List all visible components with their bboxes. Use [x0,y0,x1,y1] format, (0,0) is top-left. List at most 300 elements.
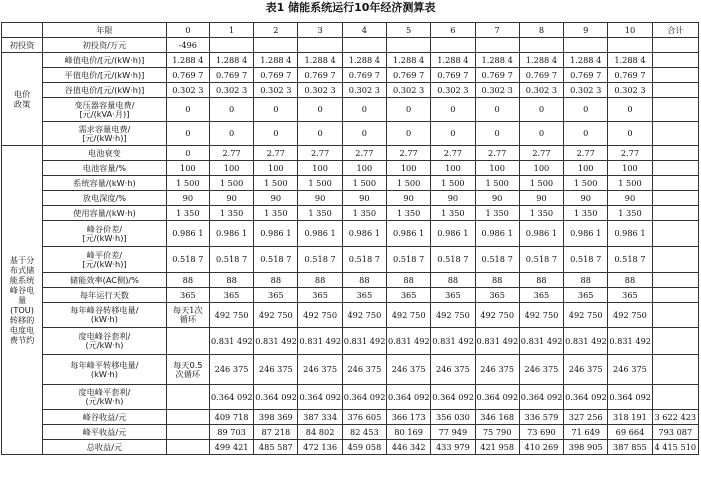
value-cell: 0.831 492 [254,328,298,355]
table-row [2,273,699,288]
value-cell: 0.986 1 [564,221,608,247]
cell-text-line: 系统容量/(kW·h) [73,177,136,188]
cell-text-line: 每年运行天数 [79,289,129,300]
row-label [43,161,167,176]
value-cell [298,38,342,53]
row-label [43,355,167,385]
cell-text-line: [元/(kVA·月)] [79,108,130,119]
value-cell: 88 [519,273,563,288]
row-label [43,68,167,83]
value-cell: 318 191 [608,410,652,425]
value-cell: 365 [298,288,342,303]
cell-text-line: 峰平收益/元 [82,426,127,437]
value-cell: 0.302 3 [387,83,431,98]
table-row [2,68,699,83]
value-cell [342,38,386,53]
table-row [2,247,699,273]
value-cell: 0 [254,98,298,122]
row-label [43,328,167,355]
value-cell: 346 168 [475,410,519,425]
value-cell: 90 [475,191,519,206]
cell-text-line: 能系统 [9,275,35,285]
value-cell [475,38,519,53]
value-cell: 69 664 [608,425,652,440]
value-cell: 1 500 [387,176,431,191]
value-cell: 0.364 092 [254,385,298,410]
value-cell: 387 855 [608,440,652,455]
value-cell: 0.986 1 [254,221,298,247]
value-cell: 80 169 [387,425,431,440]
year0-cell: 365 [166,288,209,303]
cell-text-line: 谷值电价/[元/(kW·h)] [64,84,145,95]
table-row [2,410,699,425]
value-cell: 327 256 [564,410,608,425]
total-cell [652,247,698,273]
value-cell: 0.769 7 [564,68,608,83]
value-cell: 1 500 [608,176,652,191]
value-cell: 0.769 7 [298,68,342,83]
cell-text-line: 电价 [13,89,31,99]
year0-cell: 1.288 4 [166,53,209,68]
cell-text-line: 总收益/元 [86,441,123,452]
value-cell: 0.518 7 [564,247,608,273]
header-year: 2 [254,23,298,38]
value-cell: 0 [254,122,298,146]
cell-text-line: 费节约 [9,335,35,345]
year0-cell [166,355,209,385]
year0-cell [166,303,209,328]
value-cell: 1 500 [209,176,253,191]
value-cell: 0 [431,122,475,146]
total-cell [652,98,698,122]
value-cell: 1.288 4 [209,53,253,68]
value-cell: 0.831 492 [342,328,386,355]
value-cell: 410 269 [519,440,563,455]
value-cell: 88 [342,273,386,288]
value-cell: 433 979 [431,440,475,455]
group-tou-savings [2,146,43,455]
value-cell [387,38,431,53]
value-cell: 0 [608,98,652,122]
row-label [43,221,167,247]
value-cell: 1 350 [298,206,342,221]
cell-text-line: [元/(kW·h)] [82,132,127,143]
table-row [2,53,699,68]
value-cell: 0.518 7 [209,247,253,273]
value-cell: 73 690 [519,425,563,440]
value-cell: 0.364 092 [608,385,652,410]
year0-cell: 90 [166,191,209,206]
row-label [43,303,167,328]
header-year: 0 [166,23,209,38]
value-cell: 1.288 4 [475,53,519,68]
value-cell: 0 [519,122,563,146]
row-label [43,425,167,440]
value-cell: 77 949 [431,425,475,440]
total-cell [652,176,698,191]
year0-cell: 0 [166,146,209,161]
value-cell: 2.77 [519,146,563,161]
cell-text-line: (元/kW·h) [85,340,124,350]
value-cell: 0 [387,98,431,122]
value-cell: 1 500 [475,176,519,191]
table-row [2,176,699,191]
value-cell: 1.288 4 [564,53,608,68]
cell-text-line: 平值电价/[元/(kW·h)] [64,69,145,80]
value-cell: 0.986 1 [475,221,519,247]
value-cell: 0.986 1 [342,221,386,247]
value-cell: 90 [564,191,608,206]
value-cell [209,38,253,53]
value-cell: 1.288 4 [298,53,342,68]
value-cell: 0.518 7 [431,247,475,273]
header-year: 6 [431,23,475,38]
value-cell: 398 369 [254,410,298,425]
value-cell: 0.986 1 [519,221,563,247]
value-cell: 90 [209,191,253,206]
year0-cell: 0.518 7 [166,247,209,273]
total-cell [652,146,698,161]
value-cell: 0.302 3 [564,83,608,98]
year0-cell [166,410,209,425]
value-cell: 246 375 [387,355,431,385]
value-cell: 100 [431,161,475,176]
value-cell: 75 790 [475,425,519,440]
row-label [43,38,167,53]
cell-text-line: 转移的 [9,315,35,325]
cell-text-line: 峰谷价差/ [86,223,123,234]
row-label [43,385,167,410]
header-row [2,23,699,38]
cell-text-line: 初投资/万元 [82,39,127,50]
cell-text-line: 峰值电价/[元/(kW·h)] [64,54,145,65]
table-row [2,425,699,440]
value-cell: 1.288 4 [608,53,652,68]
value-cell: 1 350 [564,206,608,221]
value-cell: 1 500 [519,176,563,191]
cell-text-line: 次循环 [175,368,201,379]
cell-text-line: 度电峰平套利/ [78,387,131,397]
value-cell: 1 350 [431,206,475,221]
year0-cell: 1 500 [166,176,209,191]
value-cell: 492 750 [298,303,342,328]
total-cell [652,273,698,288]
header-year: 8 [519,23,563,38]
value-cell: 365 [564,288,608,303]
table-row [2,355,699,385]
value-cell: 2.77 [298,146,342,161]
cell-text-line: 变压器容量电费/ [74,99,135,110]
value-cell: 0 [342,98,386,122]
total-cell [652,68,698,83]
value-cell: 2.77 [387,146,431,161]
cell-text-line: 布式储 [9,265,35,275]
value-cell: 100 [387,161,431,176]
cell-text-line: 度电峰谷套利/ [78,331,131,341]
value-cell: 1 350 [209,206,253,221]
year0-cell: 0 [166,122,209,146]
year0-cell [166,440,209,455]
value-cell [431,38,475,53]
total-cell: 793 087 [652,425,698,440]
cell-text-line: 峰谷电 [9,285,35,295]
value-cell: 100 [608,161,652,176]
value-cell: 356 030 [431,410,475,425]
value-cell: 492 750 [475,303,519,328]
value-cell: 365 [254,288,298,303]
value-cell: 246 375 [254,355,298,385]
total-cell [652,83,698,98]
value-cell: 365 [387,288,431,303]
value-cell: 1.288 4 [431,53,475,68]
value-cell: 88 [608,273,652,288]
value-cell: 1.288 4 [519,53,563,68]
value-cell: 90 [431,191,475,206]
value-cell: 90 [519,191,563,206]
table-row [2,38,699,53]
value-cell: 88 [387,273,431,288]
year0-cell: 0.302 3 [166,83,209,98]
table-row [2,161,699,176]
value-cell: 0 [564,98,608,122]
value-cell: 0.831 492 [564,328,608,355]
value-cell: 100 [298,161,342,176]
value-cell: 0.831 492 [475,328,519,355]
value-cell [608,38,652,53]
cell-text-line: 量 [17,295,27,305]
year0-cell: 1 350 [166,206,209,221]
cell-text-line: 峰平价差/ [86,249,123,260]
value-cell: 365 [209,288,253,303]
value-cell: 100 [475,161,519,176]
cell-text-line: [元/(kW·h)] [82,258,127,269]
row-label [43,53,167,68]
header-year-label: 年限 [43,23,167,38]
row-label [43,247,167,273]
value-cell: 1 500 [431,176,475,191]
value-cell: 0.518 7 [608,247,652,273]
value-cell [564,38,608,53]
value-cell: 365 [519,288,563,303]
value-cell: 2.77 [475,146,519,161]
value-cell: 246 375 [298,355,342,385]
value-cell: 90 [387,191,431,206]
total-cell [652,385,698,410]
year0-cell: -496 [166,38,209,53]
value-cell: 2.77 [209,146,253,161]
value-cell: 0.518 7 [519,247,563,273]
value-cell: 0.518 7 [298,247,342,273]
year0-cell: 0.769 7 [166,68,209,83]
value-cell: 1 500 [564,176,608,191]
row-label [43,146,167,161]
row-label [43,288,167,303]
value-cell: 87 218 [254,425,298,440]
value-cell: 376 605 [342,410,386,425]
value-cell: 0.518 7 [387,247,431,273]
row-label [43,122,167,146]
value-cell: 0.302 3 [608,83,652,98]
value-cell: 0 [209,122,253,146]
value-cell: 246 375 [209,355,253,385]
value-cell: 90 [342,191,386,206]
year0-cell: 100 [166,161,209,176]
table-row [2,328,699,355]
cell-text-line: 循环 [179,314,197,324]
value-cell: 2.77 [254,146,298,161]
value-cell: 0.769 7 [209,68,253,83]
value-cell: 2.77 [564,146,608,161]
row-label [43,191,167,206]
cell-text-line: (kW·h) [90,368,118,379]
value-cell: 0 [298,98,342,122]
value-cell: 365 [475,288,519,303]
value-cell: 365 [342,288,386,303]
value-cell: 472 136 [298,440,342,455]
value-cell: 0.302 3 [342,83,386,98]
value-cell: 398 905 [564,440,608,455]
value-cell: 0.986 1 [209,221,253,247]
value-cell: 0 [475,98,519,122]
value-cell: 0.986 1 [298,221,342,247]
table-row [2,83,699,98]
table-row [2,191,699,206]
value-cell: 1 500 [254,176,298,191]
corner-cell [2,23,43,38]
cell-text-line: 电池容量/% [82,162,127,173]
value-cell: 246 375 [519,355,563,385]
value-cell: 0.302 3 [298,83,342,98]
value-cell: 246 375 [431,355,475,385]
year0-cell: 88 [166,273,209,288]
total-cell [652,328,698,355]
value-cell: 84 802 [298,425,342,440]
header-year: 3 [298,23,342,38]
value-cell: 1 350 [254,206,298,221]
value-cell: 100 [564,161,608,176]
value-cell: 0.302 3 [519,83,563,98]
cell-text-line: 需求容量电费/ [78,123,131,134]
row-label [43,83,167,98]
value-cell: 0 [519,98,563,122]
value-cell: 0.831 492 [608,328,652,355]
value-cell: 1 500 [342,176,386,191]
row-label [43,176,167,191]
row-label [43,440,167,455]
value-cell: 0.769 7 [431,68,475,83]
value-cell: 0 [608,122,652,146]
value-cell: 492 750 [342,303,386,328]
value-cell: 0.302 3 [431,83,475,98]
value-cell: 0.364 092 [564,385,608,410]
value-cell: 0.986 1 [608,221,652,247]
value-cell: 1 350 [608,206,652,221]
value-cell: 100 [209,161,253,176]
value-cell: 0.769 7 [608,68,652,83]
cell-text-line: 每天1次 [172,305,203,315]
group-initial-investment: 初投资 [2,38,43,53]
value-cell: 246 375 [564,355,608,385]
table-title: 表1 储能系统运行10年经济测算表 [265,1,436,14]
value-cell: 409 718 [209,410,253,425]
value-cell [519,38,563,53]
value-cell: 88 [254,273,298,288]
header-total: 合计 [652,23,698,38]
value-cell: 82 453 [342,425,386,440]
value-cell: 88 [298,273,342,288]
value-cell: 100 [254,161,298,176]
value-cell: 492 750 [387,303,431,328]
total-cell [652,53,698,68]
header-year: 1 [209,23,253,38]
value-cell: 90 [608,191,652,206]
table-row [2,221,699,247]
value-cell: 0.831 492 [387,328,431,355]
value-cell: 88 [564,273,608,288]
value-cell: 0.986 1 [387,221,431,247]
cell-text-line: 储能效率(AC侧)/% [69,274,139,285]
value-cell: 88 [431,273,475,288]
value-cell: 1 350 [475,206,519,221]
value-cell: 492 750 [519,303,563,328]
year0-cell: 0.986 1 [166,221,209,247]
group-price-policy [2,53,43,146]
value-cell: 0.769 7 [254,68,298,83]
value-cell: 0 [298,122,342,146]
value-cell: 0.769 7 [387,68,431,83]
value-cell: 0.518 7 [254,247,298,273]
value-cell: 0.364 092 [342,385,386,410]
cell-text-line: [元/(kW·h)] [82,232,127,243]
table-row [2,122,699,146]
value-cell: 492 750 [564,303,608,328]
value-cell: 0.364 092 [431,385,475,410]
value-cell: 246 375 [342,355,386,385]
value-cell: 365 [608,288,652,303]
value-cell: 0.986 1 [431,221,475,247]
value-cell: 1.288 4 [387,53,431,68]
header-year: 4 [342,23,386,38]
value-cell: 0.364 092 [209,385,253,410]
value-cell: 89 703 [209,425,253,440]
value-cell: 71 649 [564,425,608,440]
value-cell: 365 [431,288,475,303]
cell-text-line: 每年峰谷转移电量/ [70,305,139,315]
value-cell: 492 750 [608,303,652,328]
total-cell [652,303,698,328]
cell-text-line: 政策 [13,99,31,109]
table-row [2,206,699,221]
total-cell: 4 415 510 [652,440,698,455]
value-cell: 0 [209,98,253,122]
table-row [2,440,699,455]
year0-cell: 0 [166,98,209,122]
year0-cell [166,425,209,440]
row-label [43,98,167,122]
value-cell: 2.77 [431,146,475,161]
value-cell: 0 [564,122,608,146]
value-cell: 0.769 7 [475,68,519,83]
total-cell [652,122,698,146]
value-cell: 0.364 092 [519,385,563,410]
total-cell [652,206,698,221]
cell-text-line: (元/kW·h) [85,396,124,406]
value-cell: 1 350 [519,206,563,221]
value-cell: 492 750 [431,303,475,328]
value-cell: 0.302 3 [254,83,298,98]
year0-cell [166,385,209,410]
value-cell: 1.288 4 [342,53,386,68]
